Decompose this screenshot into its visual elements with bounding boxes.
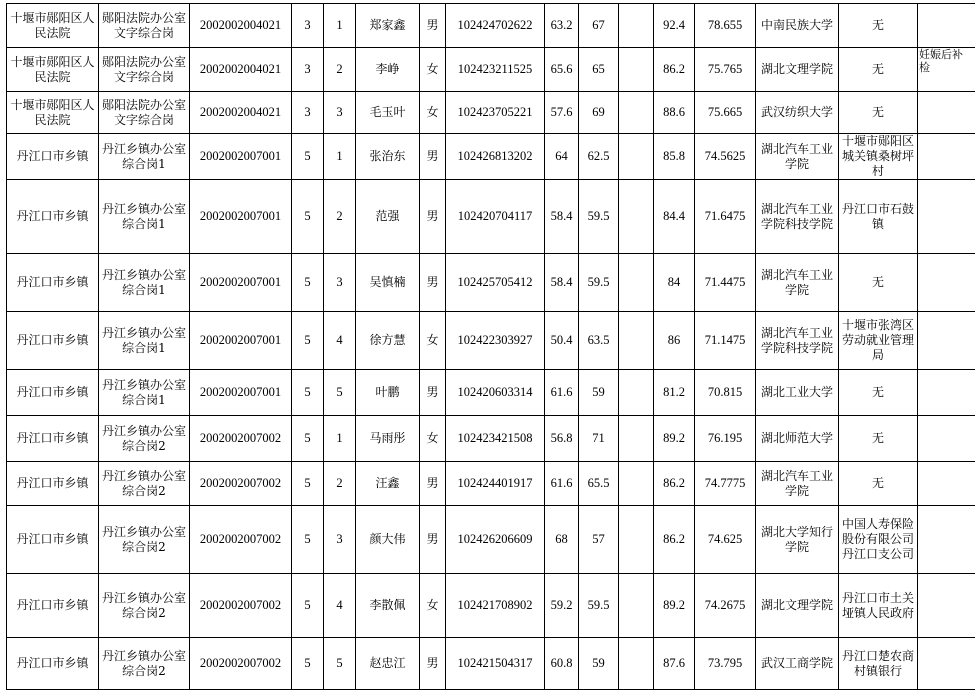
quota-cell: 5 [292, 312, 324, 370]
rank-cell: 3 [324, 254, 356, 312]
quota-cell: 3 [292, 92, 324, 134]
note-cell [918, 312, 975, 370]
gender-cell: 男 [420, 134, 446, 180]
table-row [7, 312, 975, 370]
score1-cell: 58.4 [545, 254, 579, 312]
table-row [7, 574, 975, 638]
name-cell: 赵忠江 [356, 638, 420, 690]
unit-cell: 丹江口市乡镇 [7, 370, 99, 416]
score3-cell [619, 4, 654, 48]
name-cell: 马雨彤 [356, 416, 420, 462]
table-row [7, 48, 975, 92]
school-cell: 湖北汽车工业学院 [756, 254, 839, 312]
note-cell [918, 370, 975, 416]
note-cell [918, 416, 975, 462]
rank-cell: 5 [324, 638, 356, 690]
table-row [7, 4, 975, 48]
unit-cell: 丹江口市乡镇 [7, 506, 99, 574]
work-unit-cell: 无 [839, 462, 918, 506]
score3-cell [619, 254, 654, 312]
code-cell: 2002002007002 [190, 638, 292, 690]
total-score-cell: 74.5625 [695, 134, 756, 180]
quota-cell: 5 [292, 180, 324, 254]
quota-cell: 5 [292, 416, 324, 462]
score1-cell: 61.6 [545, 370, 579, 416]
interview-score-cell: 86.2 [654, 48, 695, 92]
rank-cell: 1 [324, 4, 356, 48]
position-cell: 丹江乡镇办公室综合岗1 [99, 254, 190, 312]
name-cell: 颜大伟 [356, 506, 420, 574]
score2-cell: 65.5 [579, 462, 619, 506]
note-cell [918, 134, 975, 180]
score1-cell: 59.2 [545, 574, 579, 638]
note-cell [918, 506, 975, 574]
exam-number-cell: 102420603314 [446, 370, 545, 416]
quota-cell: 5 [292, 506, 324, 574]
work-unit-cell: 中国人寿保险股份有限公司丹江口支公司 [839, 506, 918, 574]
rank-cell: 2 [324, 462, 356, 506]
exam-number-cell: 102424702622 [446, 4, 545, 48]
interview-score-cell: 84 [654, 254, 695, 312]
school-cell: 湖北大学知行学院 [756, 506, 839, 574]
interview-score-cell: 85.8 [654, 134, 695, 180]
work-unit-cell: 丹江口楚农商村镇银行 [839, 638, 918, 690]
note-cell [918, 574, 975, 638]
note-cell [918, 180, 975, 254]
score2-cell: 62.5 [579, 134, 619, 180]
score2-cell: 59.5 [579, 254, 619, 312]
gender-cell: 男 [420, 506, 446, 574]
school-cell: 湖北汽车工业学院 [756, 462, 839, 506]
rank-cell: 4 [324, 574, 356, 638]
score2-cell: 71 [579, 416, 619, 462]
gender-cell: 男 [420, 370, 446, 416]
name-cell: 叶鹏 [356, 370, 420, 416]
total-score-cell: 75.665 [695, 92, 756, 134]
score3-cell [619, 416, 654, 462]
interview-score-cell: 81.2 [654, 370, 695, 416]
total-score-cell: 74.7775 [695, 462, 756, 506]
gender-cell: 男 [420, 254, 446, 312]
name-cell: 张治东 [356, 134, 420, 180]
gender-cell: 女 [420, 574, 446, 638]
interview-score-cell: 89.2 [654, 574, 695, 638]
gender-cell: 男 [420, 180, 446, 254]
code-cell: 2002002004021 [190, 4, 292, 48]
code-cell: 2002002007001 [190, 312, 292, 370]
rank-cell: 1 [324, 416, 356, 462]
code-cell: 2002002007002 [190, 574, 292, 638]
score2-cell: 57 [579, 506, 619, 574]
school-cell: 湖北文理学院 [756, 574, 839, 638]
interview-score-cell: 84.4 [654, 180, 695, 254]
table-row [7, 462, 975, 506]
exam-number-cell: 102423705221 [446, 92, 545, 134]
position-cell: 郧阳法院办公室文字综合岗 [99, 4, 190, 48]
code-cell: 2002002007002 [190, 462, 292, 506]
rank-cell: 3 [324, 92, 356, 134]
table-row [7, 416, 975, 462]
work-unit-cell: 无 [839, 48, 918, 92]
note-cell [918, 92, 975, 134]
school-cell: 武汉工商学院 [756, 638, 839, 690]
position-cell: 丹江乡镇办公室综合岗2 [99, 638, 190, 690]
interview-score-cell: 86.2 [654, 506, 695, 574]
rank-cell: 4 [324, 312, 356, 370]
code-cell: 2002002007001 [190, 370, 292, 416]
quota-cell: 5 [292, 134, 324, 180]
school-cell: 湖北汽车工业学院科技学院 [756, 180, 839, 254]
code-cell: 2002002004021 [190, 48, 292, 92]
score3-cell [619, 506, 654, 574]
quota-cell: 3 [292, 48, 324, 92]
total-score-cell: 71.4475 [695, 254, 756, 312]
exam-number-cell: 102421504317 [446, 638, 545, 690]
results-table [6, 3, 975, 690]
exam-number-cell: 102426206609 [446, 506, 545, 574]
score2-cell: 67 [579, 4, 619, 48]
quota-cell: 5 [292, 462, 324, 506]
unit-cell: 十堰市郧阳区人民法院 [7, 4, 99, 48]
total-score-cell: 74.625 [695, 506, 756, 574]
position-cell: 丹江乡镇办公室综合岗1 [99, 180, 190, 254]
school-cell: 湖北汽车工业学院科技学院 [756, 312, 839, 370]
name-cell: 吴慎楠 [356, 254, 420, 312]
work-unit-cell: 丹江口市土关垭镇人民政府 [839, 574, 918, 638]
work-unit-cell: 无 [839, 370, 918, 416]
score1-cell: 65.6 [545, 48, 579, 92]
exam-number-cell: 102420704117 [446, 180, 545, 254]
rank-cell: 2 [324, 48, 356, 92]
score2-cell: 65 [579, 48, 619, 92]
quota-cell: 3 [292, 4, 324, 48]
position-cell: 郧阳法院办公室文字综合岗 [99, 92, 190, 134]
code-cell: 2002002007002 [190, 416, 292, 462]
position-cell: 丹江乡镇办公室综合岗1 [99, 370, 190, 416]
work-unit-cell: 丹江口市石鼓镇 [839, 180, 918, 254]
code-cell: 2002002007002 [190, 506, 292, 574]
exam-number-cell: 102423421508 [446, 416, 545, 462]
unit-cell: 十堰市郧阳区人民法院 [7, 92, 99, 134]
name-cell: 李峥 [356, 48, 420, 92]
school-cell: 湖北文理学院 [756, 48, 839, 92]
total-score-cell: 74.2675 [695, 574, 756, 638]
quota-cell: 5 [292, 638, 324, 690]
total-score-cell: 78.655 [695, 4, 756, 48]
name-cell: 汪鑫 [356, 462, 420, 506]
total-score-cell: 71.1475 [695, 312, 756, 370]
interview-score-cell: 92.4 [654, 4, 695, 48]
table-row [7, 180, 975, 254]
school-cell: 湖北汽车工业学院 [756, 134, 839, 180]
exam-number-cell: 102421708902 [446, 574, 545, 638]
unit-cell: 十堰市郧阳区人民法院 [7, 48, 99, 92]
score2-cell: 59 [579, 638, 619, 690]
interview-score-cell: 86 [654, 312, 695, 370]
work-unit-cell: 无 [839, 4, 918, 48]
position-cell: 丹江乡镇办公室综合岗2 [99, 462, 190, 506]
gender-cell: 女 [420, 48, 446, 92]
unit-cell: 丹江口市乡镇 [7, 416, 99, 462]
position-cell: 丹江乡镇办公室综合岗1 [99, 134, 190, 180]
position-cell: 丹江乡镇办公室综合岗1 [99, 312, 190, 370]
quota-cell: 5 [292, 370, 324, 416]
exam-number-cell: 102426813202 [446, 134, 545, 180]
interview-score-cell: 89.2 [654, 416, 695, 462]
unit-cell: 丹江口市乡镇 [7, 312, 99, 370]
code-cell: 2002002007001 [190, 134, 292, 180]
school-cell: 武汉纺织大学 [756, 92, 839, 134]
quota-cell: 5 [292, 254, 324, 312]
work-unit-cell: 无 [839, 254, 918, 312]
table-row [7, 134, 975, 180]
interview-score-cell: 88.6 [654, 92, 695, 134]
school-cell: 湖北工业大学 [756, 370, 839, 416]
score1-cell: 50.4 [545, 312, 579, 370]
total-score-cell: 70.815 [695, 370, 756, 416]
interview-score-cell: 86.2 [654, 462, 695, 506]
exam-number-cell: 102422303927 [446, 312, 545, 370]
position-cell: 郧阳法院办公室文字综合岗 [99, 48, 190, 92]
name-cell: 李散佩 [356, 574, 420, 638]
work-unit-cell: 十堰市张湾区劳动就业管理局 [839, 312, 918, 370]
code-cell: 2002002007001 [190, 254, 292, 312]
score2-cell: 69 [579, 92, 619, 134]
score3-cell [619, 48, 654, 92]
rank-cell: 3 [324, 506, 356, 574]
score1-cell: 68 [545, 506, 579, 574]
score1-cell: 57.6 [545, 92, 579, 134]
name-cell: 郑家鑫 [356, 4, 420, 48]
table-row [7, 638, 975, 690]
score3-cell [619, 370, 654, 416]
work-unit-cell: 无 [839, 416, 918, 462]
score1-cell: 61.6 [545, 462, 579, 506]
unit-cell: 丹江口市乡镇 [7, 254, 99, 312]
rank-cell: 1 [324, 134, 356, 180]
score1-cell: 58.4 [545, 180, 579, 254]
score3-cell [619, 574, 654, 638]
rank-cell: 5 [324, 370, 356, 416]
note-cell [918, 4, 975, 48]
code-cell: 2002002004021 [190, 92, 292, 134]
total-score-cell: 75.765 [695, 48, 756, 92]
score3-cell [619, 312, 654, 370]
total-score-cell: 71.6475 [695, 180, 756, 254]
score3-cell [619, 92, 654, 134]
work-unit-cell: 无 [839, 92, 918, 134]
note-cell: 妊娠后补检 [918, 48, 975, 92]
exam-number-cell: 102424401917 [446, 462, 545, 506]
interview-score-cell: 87.6 [654, 638, 695, 690]
score1-cell: 64 [545, 134, 579, 180]
score3-cell [619, 638, 654, 690]
gender-cell: 女 [420, 416, 446, 462]
score2-cell: 63.5 [579, 312, 619, 370]
gender-cell: 女 [420, 312, 446, 370]
gender-cell: 男 [420, 638, 446, 690]
school-cell: 湖北师范大学 [756, 416, 839, 462]
total-score-cell: 76.195 [695, 416, 756, 462]
gender-cell: 女 [420, 92, 446, 134]
gender-cell: 男 [420, 462, 446, 506]
unit-cell: 丹江口市乡镇 [7, 180, 99, 254]
rank-cell: 2 [324, 180, 356, 254]
note-cell [918, 638, 975, 690]
score1-cell: 63.2 [545, 4, 579, 48]
score3-cell [619, 180, 654, 254]
exam-number-cell: 102425705412 [446, 254, 545, 312]
score1-cell: 56.8 [545, 416, 579, 462]
table-row [7, 506, 975, 574]
score2-cell: 59 [579, 370, 619, 416]
name-cell: 范强 [356, 180, 420, 254]
code-cell: 2002002007001 [190, 180, 292, 254]
unit-cell: 丹江口市乡镇 [7, 638, 99, 690]
score3-cell [619, 462, 654, 506]
name-cell: 毛玉叶 [356, 92, 420, 134]
total-score-cell: 73.795 [695, 638, 756, 690]
unit-cell: 丹江口市乡镇 [7, 574, 99, 638]
gender-cell: 男 [420, 4, 446, 48]
note-cell [918, 462, 975, 506]
table-row [7, 254, 975, 312]
unit-cell: 丹江口市乡镇 [7, 134, 99, 180]
note-cell [918, 254, 975, 312]
score2-cell: 59.5 [579, 180, 619, 254]
name-cell: 徐方慧 [356, 312, 420, 370]
position-cell: 丹江乡镇办公室综合岗2 [99, 574, 190, 638]
score1-cell: 60.8 [545, 638, 579, 690]
quota-cell: 5 [292, 574, 324, 638]
position-cell: 丹江乡镇办公室综合岗2 [99, 506, 190, 574]
unit-cell: 丹江口市乡镇 [7, 462, 99, 506]
score2-cell: 59.5 [579, 574, 619, 638]
table-row [7, 370, 975, 416]
score3-cell [619, 134, 654, 180]
school-cell: 中南民族大学 [756, 4, 839, 48]
table-row [7, 92, 975, 134]
position-cell: 丹江乡镇办公室综合岗2 [99, 416, 190, 462]
work-unit-cell: 十堰市郧阳区城关镇桑树坪村 [839, 134, 918, 180]
exam-number-cell: 102423211525 [446, 48, 545, 92]
